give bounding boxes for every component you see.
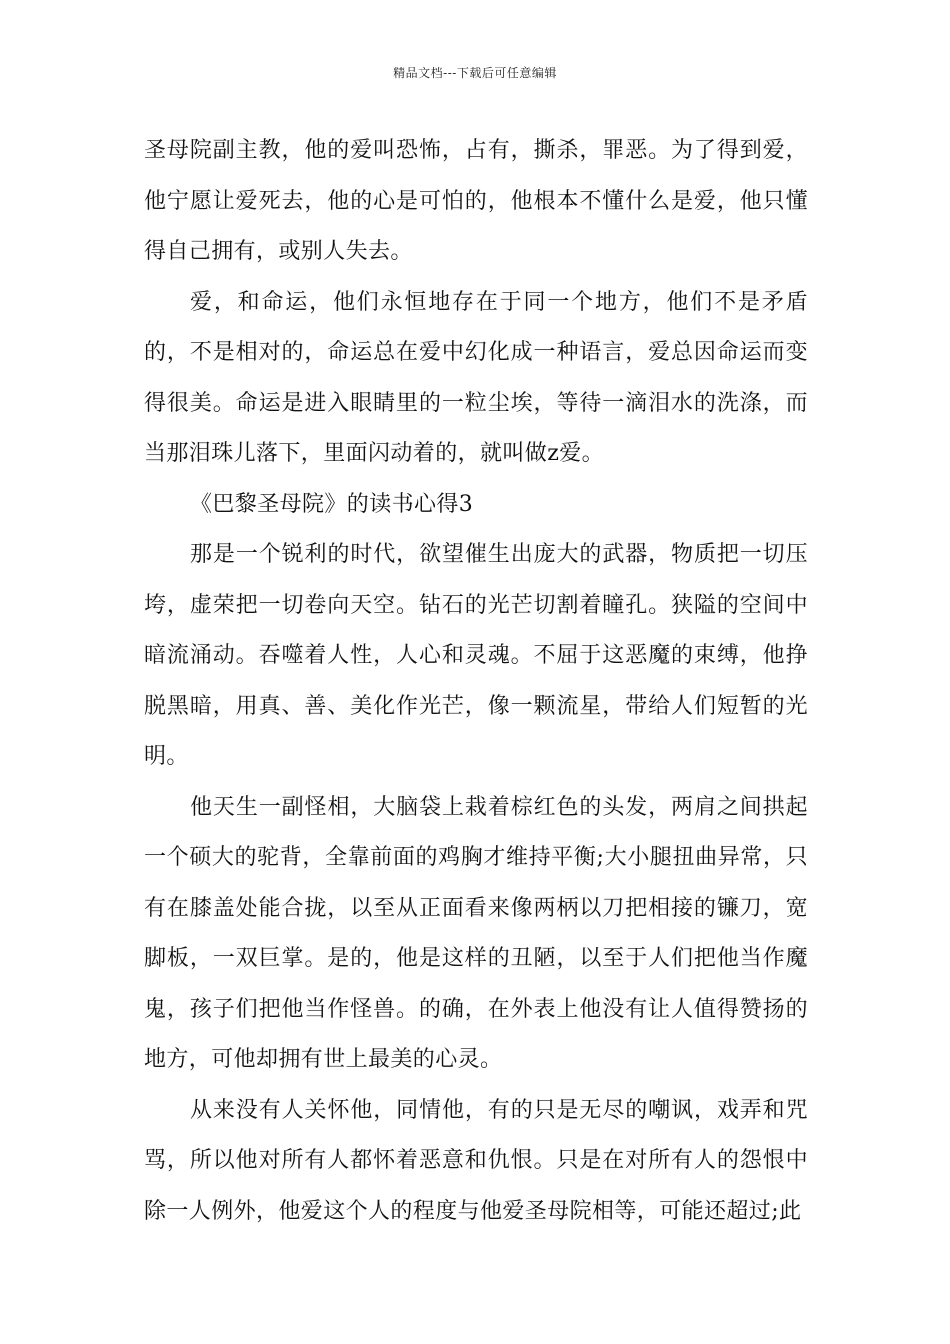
- section-heading: 《巴黎圣母院》的读书心得3: [190, 491, 474, 517]
- body-paragraph: 爱，和命运，他们永恒地存在于同一个地方，他们不是矛盾的，不是相对的，命运总在爱中幻化成一种语言，爱总因命运而变得很美。命运是进入眼睛里的一粒尘埃，等待一滴泪水的洗涤，而当那泪珠儿落下，里面闪动着的，就叫做z爱。: [144, 289, 808, 466]
- body-paragraph: 他天生一副怪相，大脑袋上栽着棕红色的头发，两肩之间拱起一个硕大的驼背，全靠前面的鸡胸才维持平衡;大小腿扭曲异常，只有在膝盖处能合拢，以至从正面看来像两柄以刀把相接的镰刀，宽脚板，一双巨掌。是的，他是这样的丑陋，以至于人们把他当作魔鬼，孩子们把他当作怪兽。的确，在外表上他没有让人值得赞扬的地方，可他却拥有世上最美的心灵。: [144, 794, 808, 1072]
- document-body: [144, 126, 808, 1237]
- body-paragraph: 从来没有人关怀他，同情他，有的只是无尽的嘲讽，戏弄和咒骂，所以他对所有人都怀着恶意和仇恨。只是在对所有人的怨恨中除一人例外，他爱这个人的程度与他爱圣母院相等，可能还超过;此: [144, 1097, 808, 1224]
- body-paragraph: 那是一个锐利的时代，欲望催生出庞大的武器，物质把一切压垮，虚荣把一切卷向天空。钻石的光芒切割着瞳孔。狭隘的空间中暗流涌动。吞噬着人性，人心和灵魂。不屈于这恶魔的束缚，他挣脱黑暗，用真、善、美化作光芒，像一颗流星，带给人们短暂的光明。: [144, 542, 808, 769]
- page-header: 精品文档---下载后可任意编辑: [393, 66, 557, 80]
- body-paragraph: 圣母院副主教，他的爱叫恐怖，占有，撕杀，罪恶。为了得到爱，他宁愿让爱死去，他的心是可怕的，他根本不懂什么是爱，他只懂得自己拥有，或别人失去。: [144, 138, 808, 264]
